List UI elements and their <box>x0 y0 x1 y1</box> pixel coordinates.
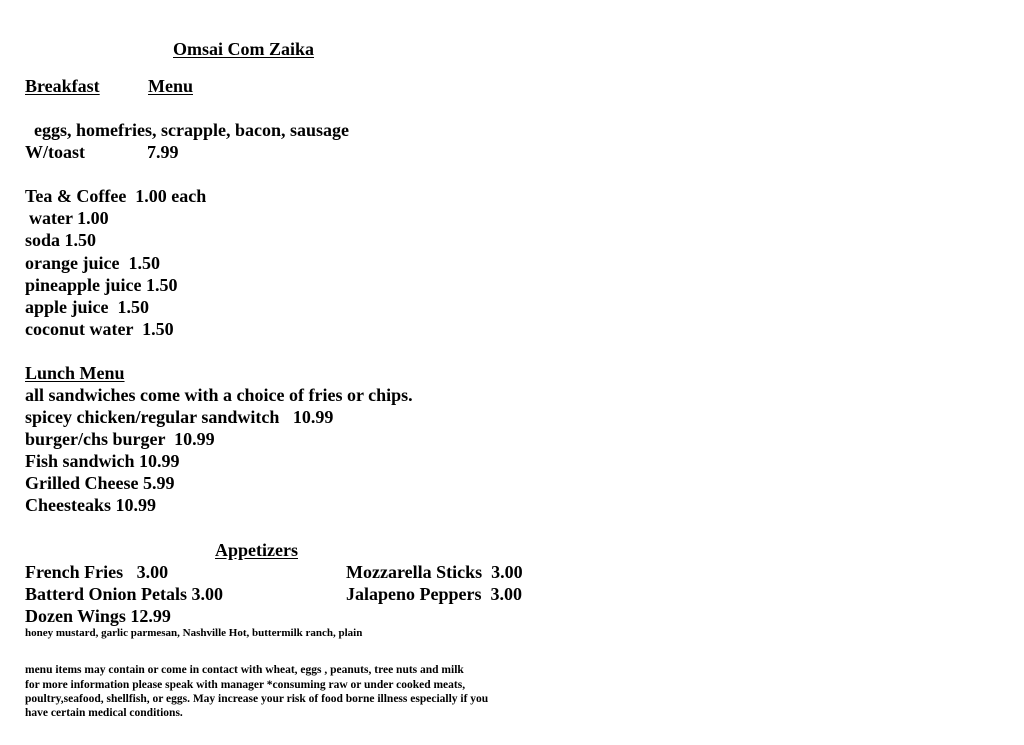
breakfast-combo-price: 7.99 <box>147 142 179 162</box>
disclaimer-line: for more information please speak with manager *consuming raw or under cooked meats, <box>25 679 466 691</box>
disclaimer-line: poultry,seafood, shellfish, or eggs. May increase your risk of food borne illness especially if you <box>25 693 489 705</box>
drink-item: water 1.00 <box>29 208 109 228</box>
lunch-note: all sandwiches come with a choice of fries or chips. <box>25 385 413 405</box>
disclaimer-line: menu items may contain or come in contact with wheat, eggs , peanuts, tree nuts and milk <box>25 664 464 676</box>
drink-item: pineapple juice 1.50 <box>25 275 178 295</box>
lunch-heading: Lunch Menu <box>25 363 125 383</box>
appetizer-item: Jalapeno Peppers 3.00 <box>346 584 523 604</box>
appetizer-item: French Fries 3.00 <box>25 562 169 582</box>
page-title: Omsai Com Zaika <box>173 39 315 59</box>
lunch-item: spicey chicken/regular sandwitch 10.99 <box>25 407 334 427</box>
drink-item: coconut water 1.50 <box>25 319 174 339</box>
lunch-item: Fish sandwich 10.99 <box>25 451 180 471</box>
breakfast-combo-items: eggs, homefries, scrapple, bacon, sausage <box>34 120 349 140</box>
appetizer-item: Dozen Wings 12.99 <box>25 606 171 626</box>
drink-item: orange juice 1.50 <box>25 253 160 273</box>
wing-flavors: honey mustard, garlic parmesan, Nashville Hot, buttermilk ranch, plain <box>25 627 363 639</box>
appetizer-item: Batterd Onion Petals 3.00 <box>25 584 223 604</box>
lunch-item: Cheesteaks 10.99 <box>25 495 156 515</box>
drink-item: apple juice 1.50 <box>25 297 149 317</box>
appetizers-heading: Appetizers <box>215 540 298 560</box>
drink-item: soda 1.50 <box>25 230 97 250</box>
breakfast-combo-label: W/toast <box>25 142 85 162</box>
appetizer-item: Mozzarella Sticks 3.00 <box>346 562 523 582</box>
breakfast-heading-menu: Menu <box>148 76 193 96</box>
breakfast-heading: Breakfast <box>25 76 100 96</box>
drink-item: Tea & Coffee 1.00 each <box>25 186 207 206</box>
disclaimer-line: have certain medical conditions. <box>25 707 183 719</box>
lunch-item: burger/chs burger 10.99 <box>25 429 215 449</box>
lunch-item: Grilled Cheese 5.99 <box>25 473 175 493</box>
